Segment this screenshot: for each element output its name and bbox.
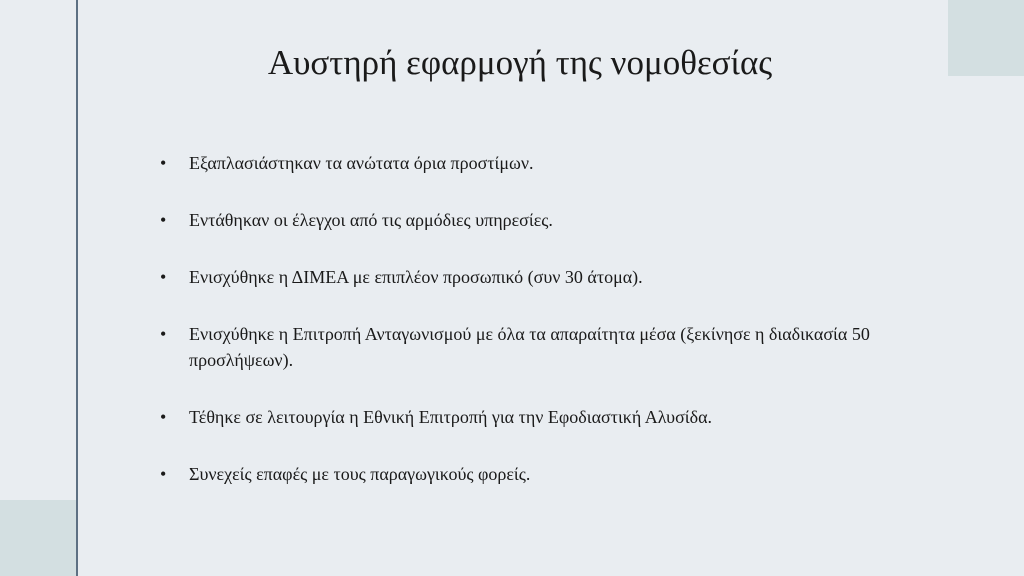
bullet-list	[160, 150, 900, 518]
bullet-item: • Εξαπλασιάστηκαν τα ανώτατα όρια προστίμων.	[160, 150, 900, 176]
bullet-item: • Συνεχείς επαφές με τους παραγωγικούς φορείς.	[160, 461, 900, 487]
left-vertical-rule	[76, 0, 78, 576]
bullet-item: • Ενισχύθηκε η Επιτροπή Ανταγωνισμού με όλα τα απαραίτητα μέσα (ξεκίνησε η διαδικασία 50 προσλήψεων).	[160, 321, 900, 373]
slide-title: Αυστηρή εφαρμογή της νομοθεσίας	[267, 43, 773, 82]
top-right-corner-block	[948, 0, 1024, 76]
bullet-item: • Ενισχύθηκε η ΔΙΜΕΑ με επιπλέον προσωπικό (συν 30 άτομα).	[160, 264, 900, 290]
bottom-left-corner-block	[0, 500, 76, 576]
bullet-item: • Εντάθηκαν οι έλεγχοι από τις αρμόδιες υπηρεσίες.	[160, 207, 900, 233]
bullet-item: • Τέθηκε σε λειτουργία η Εθνική Επιτροπή για την Εφοδιαστική Αλυσίδα.	[160, 404, 900, 430]
